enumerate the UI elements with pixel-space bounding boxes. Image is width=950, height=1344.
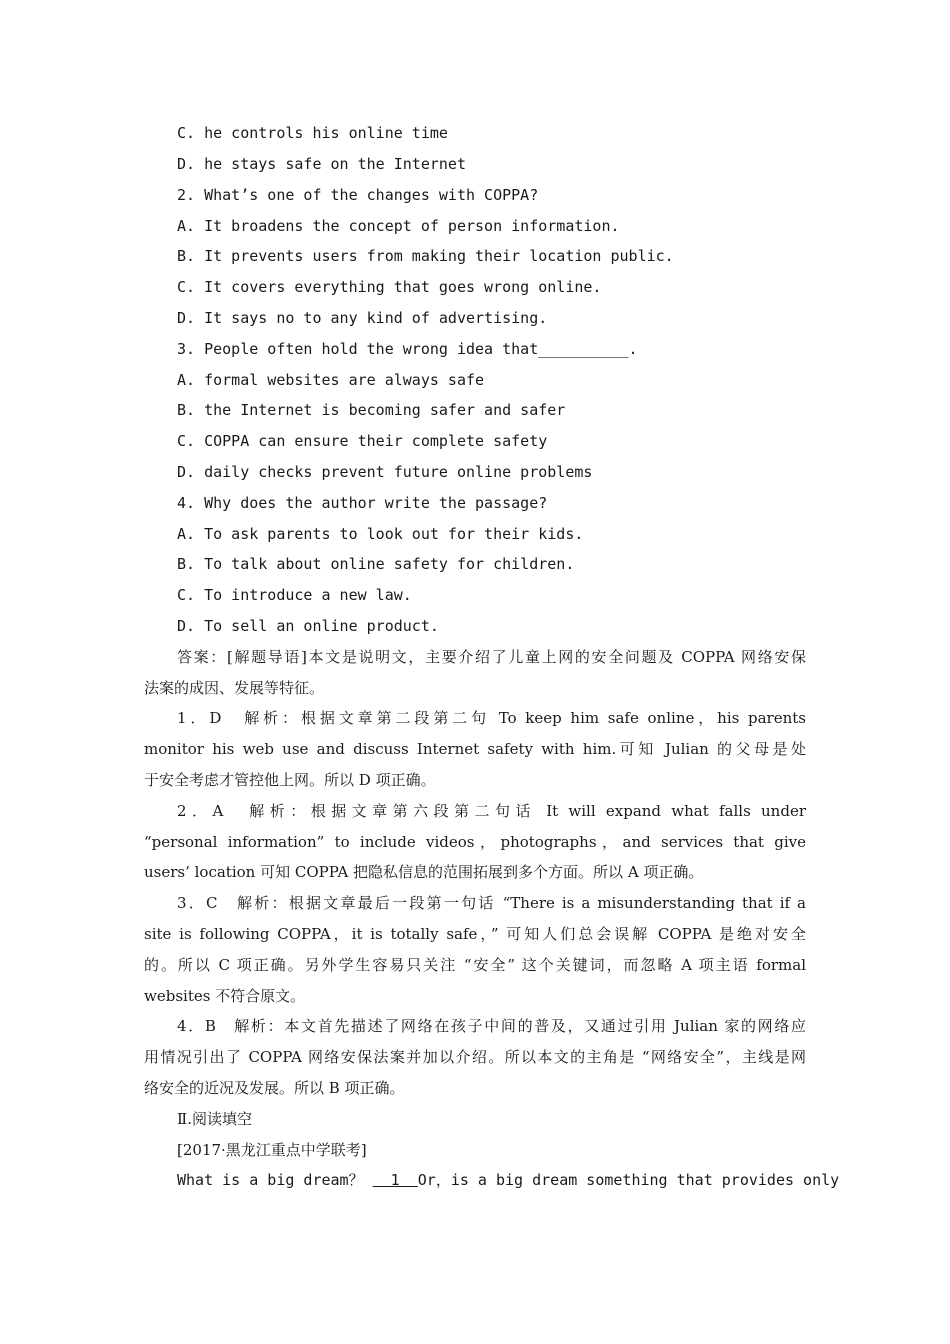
q1-option-d: D. he stays safe on the Internet	[177, 155, 466, 173]
q4-option-c: C. To introduce a new law.	[177, 586, 412, 604]
q3-option-d: D. daily checks prevent future online problems	[177, 463, 593, 481]
q4-option-d: D. To sell an online product.	[177, 617, 439, 635]
q4-option-b: B. To talk about online safety for children.	[177, 555, 575, 573]
answer-4-line-3: 络安全的近况及发展。所以 B 项正确。	[144, 1079, 405, 1097]
answer-4-line-1: 4．B 解析：本文首先描述了网络在孩子中间的普及，又通过引用 Julian 家的网络应	[177, 1017, 806, 1035]
passage-first-line	[177, 1170, 840, 1190]
answer-1-line-3: 于安全考虑才管控他上网。所以 D 项正确。	[144, 771, 436, 789]
section-heading: Ⅱ.阅读填空	[177, 1110, 252, 1128]
q2-option-d: D. It says no to any kind of advertising.	[177, 309, 548, 327]
passage-rest: Or，is a big dream something that provides only	[417, 1171, 840, 1189]
q3-option-c: C. COPPA can ensure their complete safety	[177, 432, 548, 450]
answer-3-line-4: websites 不符合原文。	[144, 987, 306, 1005]
q4-stem: 4. Why does the author write the passage?	[177, 494, 548, 512]
answer-3-line-2: site is following COPPA，it is totally safe，” 可知人们总会误解 COPPA 是绝对安全	[144, 925, 806, 943]
answer-2-line-2: “personal information” to include videos，photographs，and services that give	[144, 833, 806, 851]
answer-4-line-2: 用情况引出了 COPPA 网络安保法案并加以介绍。所以本文的主角是 “网络安全”，主线是网	[144, 1048, 806, 1066]
answer-intro-line-1: 答案：[解题导语]本文是说明文，主要介绍了儿童上网的安全问题及 COPPA 网络安保	[177, 648, 806, 666]
q2-option-a: A. It broadens the concept of person information.	[177, 217, 620, 235]
answer-intro-line-2: 法案的成因、发展等特征。	[144, 679, 325, 697]
answer-1-line-2: monitor his web use and discuss Internet safety with him.可知 Julian 的父母是处	[144, 740, 806, 758]
answer-3-line-1: 3．C 解析：根据文章最后一段第一句话 “There is a misunderstanding that if a	[177, 894, 806, 912]
q2-option-b: B. It prevents users from making their location public.	[177, 247, 674, 265]
answer-2-line-3: users’ location 可知 COPPA 把隐私信息的范围拓展到多个方面。所以 A 项正确。	[144, 863, 704, 881]
q3-option-a: A. formal websites are always safe	[177, 371, 485, 389]
q4-option-a: A. To ask parents to look out for their kids.	[177, 525, 584, 543]
answer-3-line-3: 的。所以 C 项正确。另外学生容易只关注 “安全” 这个关键词，而忽略 A 项主语 formal	[144, 956, 806, 974]
q1-option-c: C. he controls his online time	[177, 124, 448, 142]
passage-start: What is a big dream？	[177, 1171, 364, 1189]
answer-1-line-1: 1．D 解析：根据文章第二段第二句 To keep him safe online，his parents	[177, 709, 806, 727]
q2-option-c: C. It covers everything that goes wrong online.	[177, 278, 602, 296]
q3-option-b: B. the Internet is becoming safer and safer	[177, 401, 566, 419]
answer-2-line-1: 2．A 解析：根据文章第六段第二句话 It will expand what falls under	[177, 802, 806, 820]
section-source: [2017·黑龙江重点中学联考]	[177, 1141, 367, 1159]
q3-stem: 3. People often hold the wrong idea that__________.	[177, 340, 638, 358]
q2-stem: 2. What’s one of the changes with COPPA?	[177, 186, 539, 204]
blank-1[interactable]: 1	[372, 1171, 418, 1189]
